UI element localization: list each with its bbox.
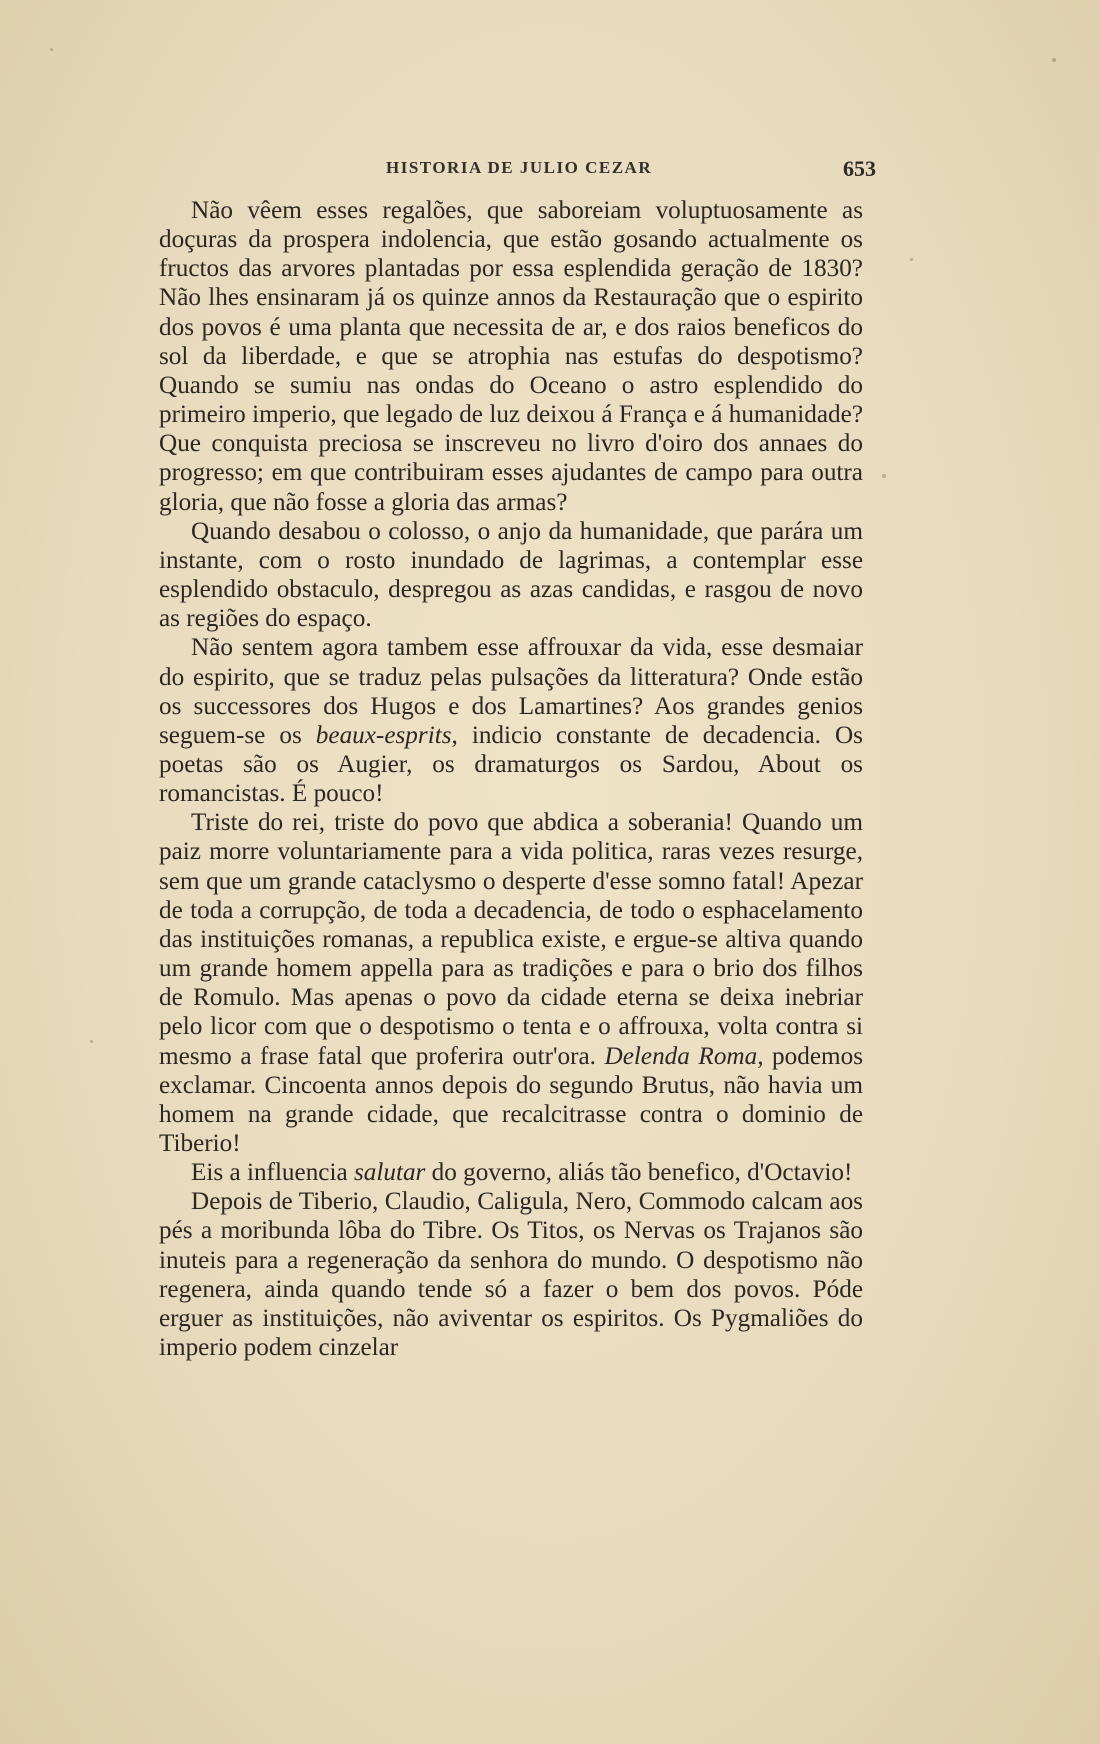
- paragraph-5: [159, 1158, 863, 1187]
- italic-phrase: beaux-esprits: [315, 721, 452, 749]
- paper-speck: [90, 1040, 93, 1043]
- paragraph-2: [159, 517, 863, 634]
- body-text: [159, 196, 863, 1362]
- paragraph-text: podemos exclamar. Cincoenta annos depois do segundo Brutus, não havia um homem na grande cidade, que recalcitrasse contra o dominio de Tiberio!: [159, 1042, 864, 1157]
- paragraph-3: [159, 633, 863, 808]
- paragraph-text: Depois de Tiberio, Claudio, Caligula, Nero, Commodo calcam aos pés a moribunda lôba do Tibre. Os Titos, os Nervas os Trajanos são inuteis para a regeneração da senhora do mundo. O despotismo não regenera, ainda quando tende só a fazer o bem dos povos. Póde erguer as instituições, não aviventar os espiritos. Os Pygmaliões do imperio podem cinzelar: [159, 1188, 863, 1362]
- paragraph-text: Eis a influencia: [191, 1159, 354, 1187]
- paragraph-text: Não sentem agora tambem esse affrouxar da vida, esse desmaiar do espirito, que se traduz pelas pulsações da litteratura? Onde estão os successores dos Hugos e dos Lamartines? Aos grandes genios seguem-se os: [159, 634, 863, 749]
- paragraph-text: do governo, aliás tão benefico, d'Octavio!: [425, 1159, 853, 1187]
- italic-phrase: salutar: [353, 1159, 426, 1187]
- italic-phrase: Delenda Roma,: [604, 1042, 764, 1070]
- paragraph-text: Não vêem esses regalões, que saboreiam voluptuosamente as doçuras da prospera indolencia, que estão gosando actualmente os fructos das arvores plantadas por essa esplendida geração de 1830? Não lhes ensinaram já os quinze annos da Restauração que o espirito dos povos é uma planta que necessita de ar, e dos raios beneficos do sol da liberdade, e que se atrophia nas estufas do despotismo? Quando se sumiu nas ondas do Oceano o astro esplendido do primeiro imperio, que legado de luz deixou á França e á humanidade? Que conquista preciosa se inscreveu no livro d'oiro dos annaes do progresso; em que contribuiram esses ajudantes de campo para outra gloria, que não fosse a gloria das armas?: [159, 197, 863, 516]
- running-title: HISTORIA DE JULIO CEZAR: [386, 158, 653, 177]
- paragraph-6: [159, 1187, 863, 1362]
- paper-speck: [882, 474, 886, 478]
- paragraph-text: , indicio constante de decadencia. Os poetas são os Augier, os dramaturgos os Sardou, About os romancistas. É pouco!: [159, 721, 863, 808]
- paragraph-text: Triste do rei, triste do povo que abdica a soberania! Quando um paiz morre voluntariamente para a vida politica, raras vezes resurge, sem que um grande cataclysmo o desperte d'esse somno fatal! Apezar de toda a corrupção, de toda a decadencia, de todo o esphacelamento das instituições romanas, a republica existe, e ergue-se altiva quando um grande homem appella para as tradições e para o brio dos filhos de Romulo. Mas apenas o povo da cidade eterna se deixa inebriar pelo licor com que o despotismo o tenta e o affrouxa, volta contra si mesmo a frase fatal que proferira outr'ora.: [159, 809, 863, 1070]
- page-header: [150, 158, 876, 188]
- page-number: 653: [843, 156, 876, 181]
- paragraph-4: [159, 808, 863, 1158]
- paper-speck: [50, 48, 53, 51]
- paragraph-1: [159, 196, 863, 517]
- paper-speck: [910, 258, 913, 261]
- paper-speck: [1052, 58, 1056, 62]
- paragraph-text: Quando desabou o colosso, o anjo da humanidade, que parára um instante, com o rosto inundado de lagrimas, a contemplar esse esplendido obstaculo, despregou as azas candidas, e rasgou de novo as regiões do espaço.: [159, 517, 863, 633]
